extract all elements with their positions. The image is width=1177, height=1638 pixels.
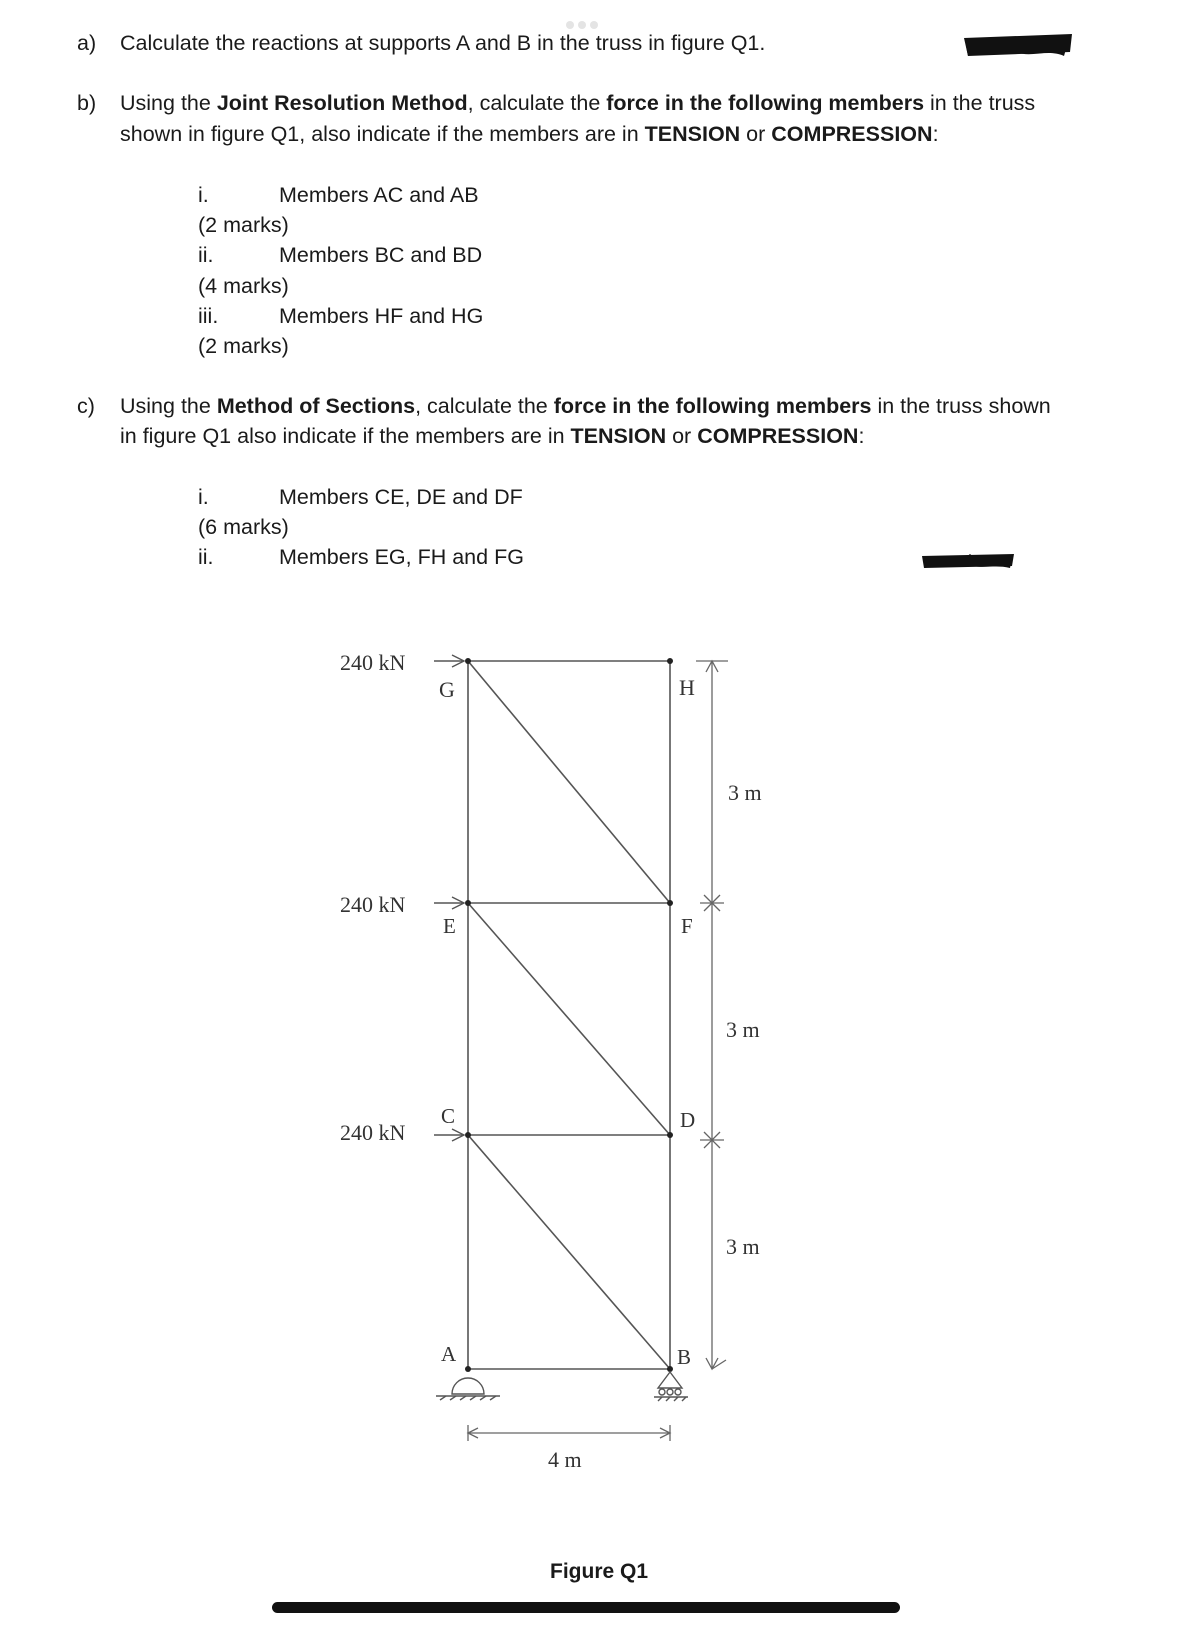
joint-E — [465, 900, 471, 906]
node-label-G: G — [439, 677, 455, 702]
question-c-line1: Using the Method of Sections, calculate the force in the following members in the truss shown — [120, 394, 1051, 418]
load-label-E: 240 kN — [340, 892, 406, 917]
dim-label-width: 4 m — [548, 1447, 582, 1472]
item-members: Members EG, FH and FG — [279, 545, 524, 569]
item-number: iii. — [198, 304, 219, 328]
question-b-line2: shown in figure Q1, also indicate if the members are in TENSION or COMPRESSION: — [120, 122, 939, 146]
truss-joints — [465, 658, 673, 1372]
question-c-line2: in figure Q1 also indicate if the members are in TENSION or COMPRESSION: — [120, 424, 865, 448]
member-GF — [468, 661, 670, 903]
joint-D — [667, 1132, 673, 1138]
item-members: Members HF and HG — [279, 304, 484, 328]
member-ED — [468, 903, 670, 1135]
question-b-line1: Using the Joint Resolution Method, calculate the force in the following members in the truss — [120, 91, 1036, 115]
truss-members — [468, 661, 670, 1369]
question-c-label: c) — [77, 394, 95, 418]
joint-G — [465, 658, 471, 664]
node-label-E: E — [443, 914, 456, 938]
figure-caption: Figure Q1 — [550, 1560, 649, 1583]
question-a-label: a) — [77, 31, 97, 55]
width-dimension — [468, 1425, 670, 1441]
home-indicator[interactable] — [272, 1602, 900, 1613]
item-members: Members BC and BD — [279, 243, 483, 267]
node-label-D: D — [680, 1108, 696, 1132]
member-CB — [468, 1135, 670, 1369]
question-a-text: Calculate the reactions at supports A and B in the truss in figure Q1. — [120, 31, 766, 55]
dim-label-bottom: 3 m — [726, 1234, 760, 1259]
node-label-A: A — [441, 1342, 457, 1366]
pin-support-A — [436, 1378, 500, 1400]
item-number: i. — [198, 485, 209, 509]
item-marks: (2 marks) — [198, 213, 289, 237]
item-number: ii. — [198, 545, 214, 569]
joint-A — [465, 1366, 471, 1372]
node-label-F: F — [681, 914, 693, 938]
node-label-H: H — [679, 675, 695, 700]
item-marks: (2 marks) — [198, 334, 289, 358]
item-number: ii. — [198, 243, 214, 267]
node-label-C: C — [441, 1104, 456, 1128]
item-marks: (4 marks) — [198, 274, 289, 298]
joint-H — [667, 658, 673, 664]
joint-C — [465, 1132, 471, 1138]
node-label-B: B — [677, 1345, 692, 1369]
load-label-G: 240 kN — [340, 650, 406, 675]
load-arrows — [434, 655, 464, 1141]
item-members: Members CE, DE and DF — [279, 485, 523, 509]
dim-label-top: 3 m — [728, 780, 762, 805]
question-b-label: b) — [77, 91, 97, 115]
load-label-C: 240 kN — [340, 1120, 406, 1145]
item-number: i. — [198, 183, 209, 207]
item-marks: (6 marks) — [198, 515, 289, 539]
item-members: Members AC and AB — [279, 183, 479, 207]
height-dimension — [696, 661, 728, 1369]
joint-F — [667, 900, 673, 906]
roller-support-B — [654, 1372, 688, 1401]
dim-label-mid: 3 m — [726, 1017, 760, 1042]
